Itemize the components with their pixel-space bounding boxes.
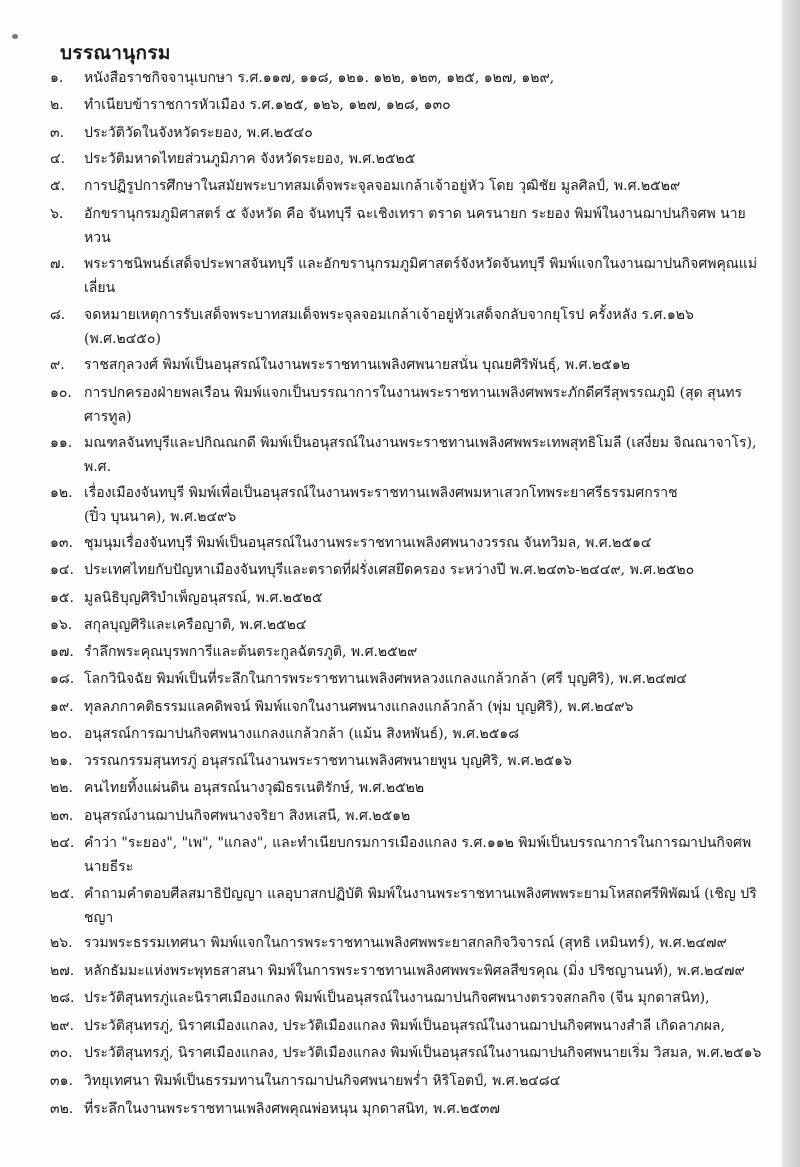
scan-speck [12, 34, 18, 39]
entry-text: ประวัติวัดในจังหวัดระยอง, พ.ศ.๒๕๔๐ [84, 125, 313, 141]
entry-number: ๑๒. [50, 485, 73, 501]
bibliography-entry [0, 431, 782, 479]
entry-number: ๓๑. [50, 1073, 73, 1089]
entry-text: อนุสรณ์งานฌาปนกิจศพนางจริยา สิงหเสนี, พ.ศ.๒๕๑๒ [84, 808, 411, 824]
entry-text: คนไทยทิ้งแผ่นดิน อนุสรณ์นางวุฒิธรเนติรักษ์, พ.ศ.๒๕๒๒ [84, 780, 425, 796]
entry-text: เรื่องเมืองจันทบุรี พิมพ์เพื่อเป็นอนุสรณ์ในงานพระราชทานเพลิงศพมหาเสวกโทพระยาศรีธรรมศกราช (ปิ๋ว บุนนาค), พ.ศ.๒๔๙๖ [84, 485, 678, 525]
entry-text: คำว่า "ระยอง", "เพ", "แกลง", และทำเนียบกรมการเมืองแกลง ร.ศ.๑๑๒ พิมพ์เป็นบรรณาการในการฌาปนกิจศพนายธีระ [84, 835, 752, 875]
entry-text: ที่ระลึกในงานพระราชทานเพลิงศพคุณพ่อหนุน มุกดาสนิท, พ.ศ.๒๕๓๗ [84, 1101, 501, 1117]
entry-number: ๒๐. [50, 726, 73, 742]
entry-number: ๑. [50, 70, 64, 86]
bibliography-entry [0, 749, 782, 773]
bibliography-entry [0, 1097, 782, 1121]
entry-text: หลักธัมมะแห่งพระพุทธสาสนา พิมพ์ในการพระราชทานเพลิงศพพระพิศลสีขรคุณ (มิ่ง ปริชญานนท์), พ.ศ.๒๔๗๙ [84, 963, 745, 979]
entry-number: ๑๓. [50, 535, 73, 551]
entry-number: ๒. [50, 97, 64, 113]
bibliography-entry [0, 986, 782, 1010]
entry-text: อักขรานุกรมภูมิศาสตร์ ๕ จังหวัด คือ จันทบุรี ฉะเชิงเทรา ตราด นครนายก ระยอง พิมพ์ในงานฌาปนกิจศพ นายหวน [84, 206, 746, 246]
entry-number: ๓๒. [50, 1101, 74, 1117]
entry-text: ชุมนุมเรื่องจันทบุรี พิมพ์เป็นอนุสรณ์ในงานพระราชทานเพลิงศพนางวรรณ จันทวิมล, พ.ศ.๒๕๑๔ [84, 535, 652, 551]
bibliography-entry [0, 1041, 782, 1065]
entry-text: ประวัติมหาดไทยส่วนภูมิภาค จังหวัดระยอง, พ.ศ.๒๕๒๕ [84, 151, 416, 167]
entry-number: ๒๗. [50, 963, 75, 979]
entry-number: ๓. [50, 125, 65, 141]
entry-text: ประวัติสุนทรภู่, นิราศเมืองแกลง, ประวัติเมืองแกลง พิมพ์เป็นอนุสรณ์ในงานฌาปนกิจศพนางสำลี เกิดลาภผล, [84, 1018, 725, 1034]
bibliography-entry [0, 1069, 782, 1093]
entry-number: ๙. [50, 357, 65, 373]
entry-number: ๖. [50, 206, 64, 222]
entry-number: ๓๐. [50, 1045, 73, 1061]
page-edge-shadow [782, 0, 800, 1167]
entry-text: คำถามคำตอบศีลสมาธิปัญญา แลอุบาสกปฏิบัติ พิมพ์ในงานพระราชทานเพลิงศพพระยามโหสถศรีพิพัฒน์ (เชิญ ปริชญา [84, 886, 757, 926]
entry-number: ๑๕. [50, 590, 74, 606]
entry-text: ทุลลภกาคติธรรมแลคดิพจน์ พิมพ์แจกในงานศพนางแกลงแกล้วกล้า (พุ่ม บุญศิริ), พ.ศ.๒๔๙๖ [84, 699, 634, 715]
entry-text: อนุสรณ์การฌาปนกิจศพนางแกลงแกล้วกล้า (แม้น สิงหพันธ์), พ.ศ.๒๕๑๘ [84, 726, 520, 742]
bibliography-entry [0, 121, 782, 145]
bibliography-entry [0, 959, 782, 983]
bibliography-entry [0, 558, 782, 582]
bibliography-entry [0, 303, 782, 351]
bibliography-entry [0, 381, 782, 429]
entry-text: ประเทศไทยกับปัญหาเมืองจันทบุรีและตราดที่ฝรั่งเศสยึดครอง ระหว่างปี พ.ศ.๒๔๓๖-๒๔๔๙, พ.ศ.๒๕๒๐ [84, 562, 695, 578]
entry-number: ๑๙. [50, 699, 74, 715]
bibliography-entry [0, 613, 782, 637]
bibliography-entry [0, 586, 782, 610]
entry-number: ๑๑. [50, 435, 73, 451]
bibliography-entry [0, 776, 782, 800]
entry-text: ประวัติสุนทรภู่, นิราศเมืองแกลง, ประวัติเมืองแกลง พิมพ์เป็นอนุสรณ์ในงานฌาปนกิจศพนายเริ่ม วิสมล, พ.ศ.๒๕๑๖ [84, 1045, 762, 1061]
entry-number: ๒๔. [50, 835, 75, 851]
entry-text: จดหมายเหตุการรับเสด็จพระบาทสมเด็จพระจุลจอมเกล้าเจ้าอยู่หัวเสด็จกลับจากยุโรป ครั้งหลัง ร.ศ.๑๒๖ (พ.ศ.๒๔๕๐) [84, 307, 694, 347]
bibliography-entry [0, 804, 782, 828]
bibliography-entry [0, 722, 782, 746]
entry-number: ๒๕. [50, 886, 75, 902]
entry-number: ๑๘. [50, 671, 75, 687]
entry-text: มณฑลจันทบุรีและปกิณณกดี พิมพ์เป็นอนุสรณ์ในงานพระราชทานเพลิงศพพระเทพสุทธิโมลี (เสงี่ยม จิณณาจาโร), พ.ศ. [84, 435, 757, 475]
entry-text: ราชสกุลวงศ์ พิมพ์เป็นอนุสรณ์ในงานพระราชทานเพลิงศพนายสนั่น บุณยศิริพันธุ์, พ.ศ.๒๕๑๒ [84, 357, 630, 373]
entry-number: ๑๗. [50, 644, 74, 660]
entry-number: ๒๖. [50, 935, 73, 951]
entry-text: ประวัติสุนทรภู่และนิราศเมืองแกลง พิมพ์เป็นอนุสรณ์ในงานฌาปนกิจศพนางตรวจสกลกิจ (จีน มุกดาสนิท), [84, 990, 710, 1006]
bibliography-entry [0, 93, 782, 117]
bibliography-entry [0, 481, 782, 529]
bibliography-entry [0, 202, 782, 250]
bibliography-entry [0, 882, 782, 930]
page-title: บรรณานุกรม [60, 42, 171, 64]
entry-text: พระราชนิพนธ์เสด็จประพาสจันทบุรี และอักขรานุกรมภูมิศาสตร์จังหวัดจันทบุรี พิมพ์แจกในงานฌาปนกิจศพคุณแม่เลี่ยน [84, 256, 758, 296]
bibliography-entry [0, 252, 782, 300]
entry-text: ทำเนียบข้าราชการหัวเมือง ร.ศ.๑๒๕, ๑๒๖, ๑๒๗, ๑๒๘, ๑๓๐ [84, 97, 451, 113]
entry-number: ๒๘. [50, 990, 75, 1006]
entry-number: ๑๔. [50, 562, 74, 578]
entry-number: ๕. [50, 178, 66, 194]
entry-number: ๑๖. [50, 617, 73, 633]
entry-text: วิทยุเทศนา พิมพ์เป็นธรรมทานในการฌาปนกิจศพนายพร่ำ หิริโอตป์, พ.ศ.๒๔๘๔ [84, 1073, 561, 1089]
bibliography-entry [0, 695, 782, 719]
entry-text: การปฏิรูปการศึกษาในสมัยพระบาทสมเด็จพระจุลจอมเกล้าเจ้าอยู่หัว โดย วุฒิชัย มูลศิลป์, พ.ศ.๒๕๒๙ [84, 178, 681, 194]
bibliography-entry [0, 667, 782, 691]
entry-number: ๔. [50, 151, 66, 167]
bibliography-entry [0, 353, 782, 377]
entry-number: ๒๒. [50, 780, 73, 796]
bibliography-entry [0, 66, 782, 90]
entry-number: ๒๙. [50, 1018, 74, 1034]
bibliography-entry [0, 147, 782, 171]
entry-number: ๒๑. [50, 753, 73, 769]
entry-number: ๘. [50, 307, 66, 323]
bibliography-entry [0, 1014, 782, 1038]
entry-text: หนังสือราชกิจจานุเบกษา ร.ศ.๑๑๗, ๑๑๘, ๑๒๑. ๑๒๒, ๑๒๓, ๑๒๕, ๑๒๗, ๑๒๙, [84, 70, 555, 86]
entry-text: การปกครองฝ่ายพลเรือน พิมพ์แจกเป็นบรรณาการในงานพระราชทานเพลิงศพพระภักดีศรีสุพรรณภูมิ (สุด สุนทรศารทูล) [84, 385, 743, 425]
entry-text: สกุลบุญศิริและเครือญาติ, พ.ศ.๒๕๒๔ [84, 617, 307, 633]
entry-text: รำลึกพระคุณบุรพการีและต้นตระกูลฉัตรภูติ, พ.ศ.๒๕๒๙ [84, 644, 418, 660]
entry-text: โลกวินิจฉัย พิมพ์เป็นที่ระลึกในการพระราชทานเพลิงศพหลวงแกลงแกล้วกล้า (ศรี บุญศิริ), พ.ศ.๒๔๗๔ [84, 671, 687, 687]
entry-number: ๑๐. [50, 385, 72, 401]
bibliography-entry [0, 831, 782, 879]
bibliography-entry [0, 531, 782, 555]
bibliography-entry [0, 640, 782, 664]
entry-text: มูลนิธิบุญศิริบำเพ็ญอนุสรณ์, พ.ศ.๒๕๒๕ [84, 590, 323, 606]
bibliography-entry [0, 174, 782, 198]
entry-text: รวมพระธรรมเทศนา พิมพ์แจกในการพระราชทานเพลิงศพพระยาสกลกิจวิจารณ์ (สุทธิ เหมินทร์), พ.ศ.๒๔๗๙ [84, 935, 727, 951]
entry-number: ๗. [50, 256, 65, 272]
entry-number: ๒๓. [50, 808, 74, 824]
entry-text: วรรณกรรมสุนทรภู่ อนุสรณ์ในงานพระราชทานเพลิงศพนายพูน บุญศิริ, พ.ศ.๒๕๑๖ [84, 753, 572, 769]
bibliography-entry [0, 931, 782, 955]
